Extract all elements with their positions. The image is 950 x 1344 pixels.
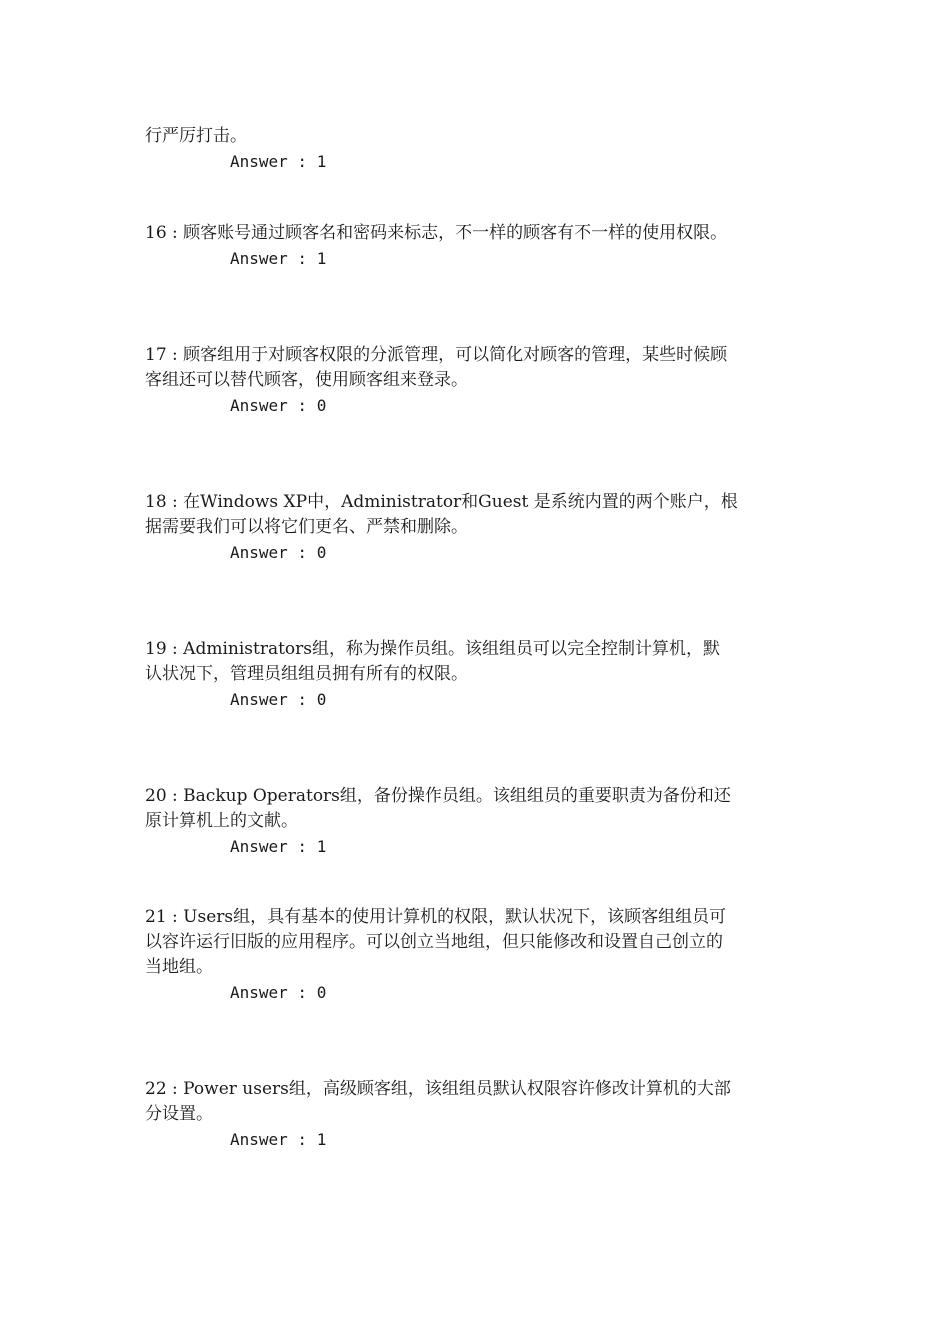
answer-line: Answer : 1 [230,837,327,856]
answer-line: Answer : 0 [230,983,327,1002]
question-text-line: 17 : 顾客组用于对顾客权限的分派管理，可以简化对顾客的管理，某些时候顾 [145,345,728,365]
answer-line: Answer : 0 [230,396,327,415]
question-text-line: 18 : 在Windows XP中，Administrator和Guest 是系统内置的两个账户，根 [145,492,738,512]
question-text-line: 客组还可以替代顾客，使用顾客组来登录。 [145,370,468,390]
question-text-line: 19 : Administrators组，称为操作员组。该组组员可以完全控制计算机，默 [145,639,721,659]
question-text-line: 16 : 顾客账号通过顾客名和密码来标志，不一样的顾客有不一样的使用权限。 [145,223,728,243]
answer-line: Answer : 1 [230,249,327,268]
question-text-line: 认状况下，管理员组组员拥有所有的权限。 [145,664,468,684]
question-text-line: 行严厉打击。 [145,126,247,146]
answer-line: Answer : 0 [230,690,327,709]
answer-line: Answer : 1 [230,152,327,171]
question-text-line: 分设置。 [145,1104,213,1124]
question-text-line: 以容许运行旧版的应用程序。可以创立当地组，但只能修改和设置自己创立的 [145,932,723,952]
question-text-line: 当地组。 [145,957,213,977]
question-text-line: 原计算机上的文献。 [145,811,298,831]
answer-line: Answer : 1 [230,1130,327,1149]
answer-line: Answer : 0 [230,543,327,562]
question-text-line: 20 : Backup Operators组，备份操作员组。该组组员的重要职责为备份和还 [145,786,731,806]
question-text-line: 22 : Power users组，高级顾客组，该组组员默认权限容许修改计算机的大部 [145,1079,731,1099]
question-text-line: 据需要我们可以将它们更名、严禁和删除。 [145,517,468,537]
question-text-line: 21 : Users组，具有基本的使用计算机的权限，默认状况下，该顾客组组员可 [145,907,727,927]
